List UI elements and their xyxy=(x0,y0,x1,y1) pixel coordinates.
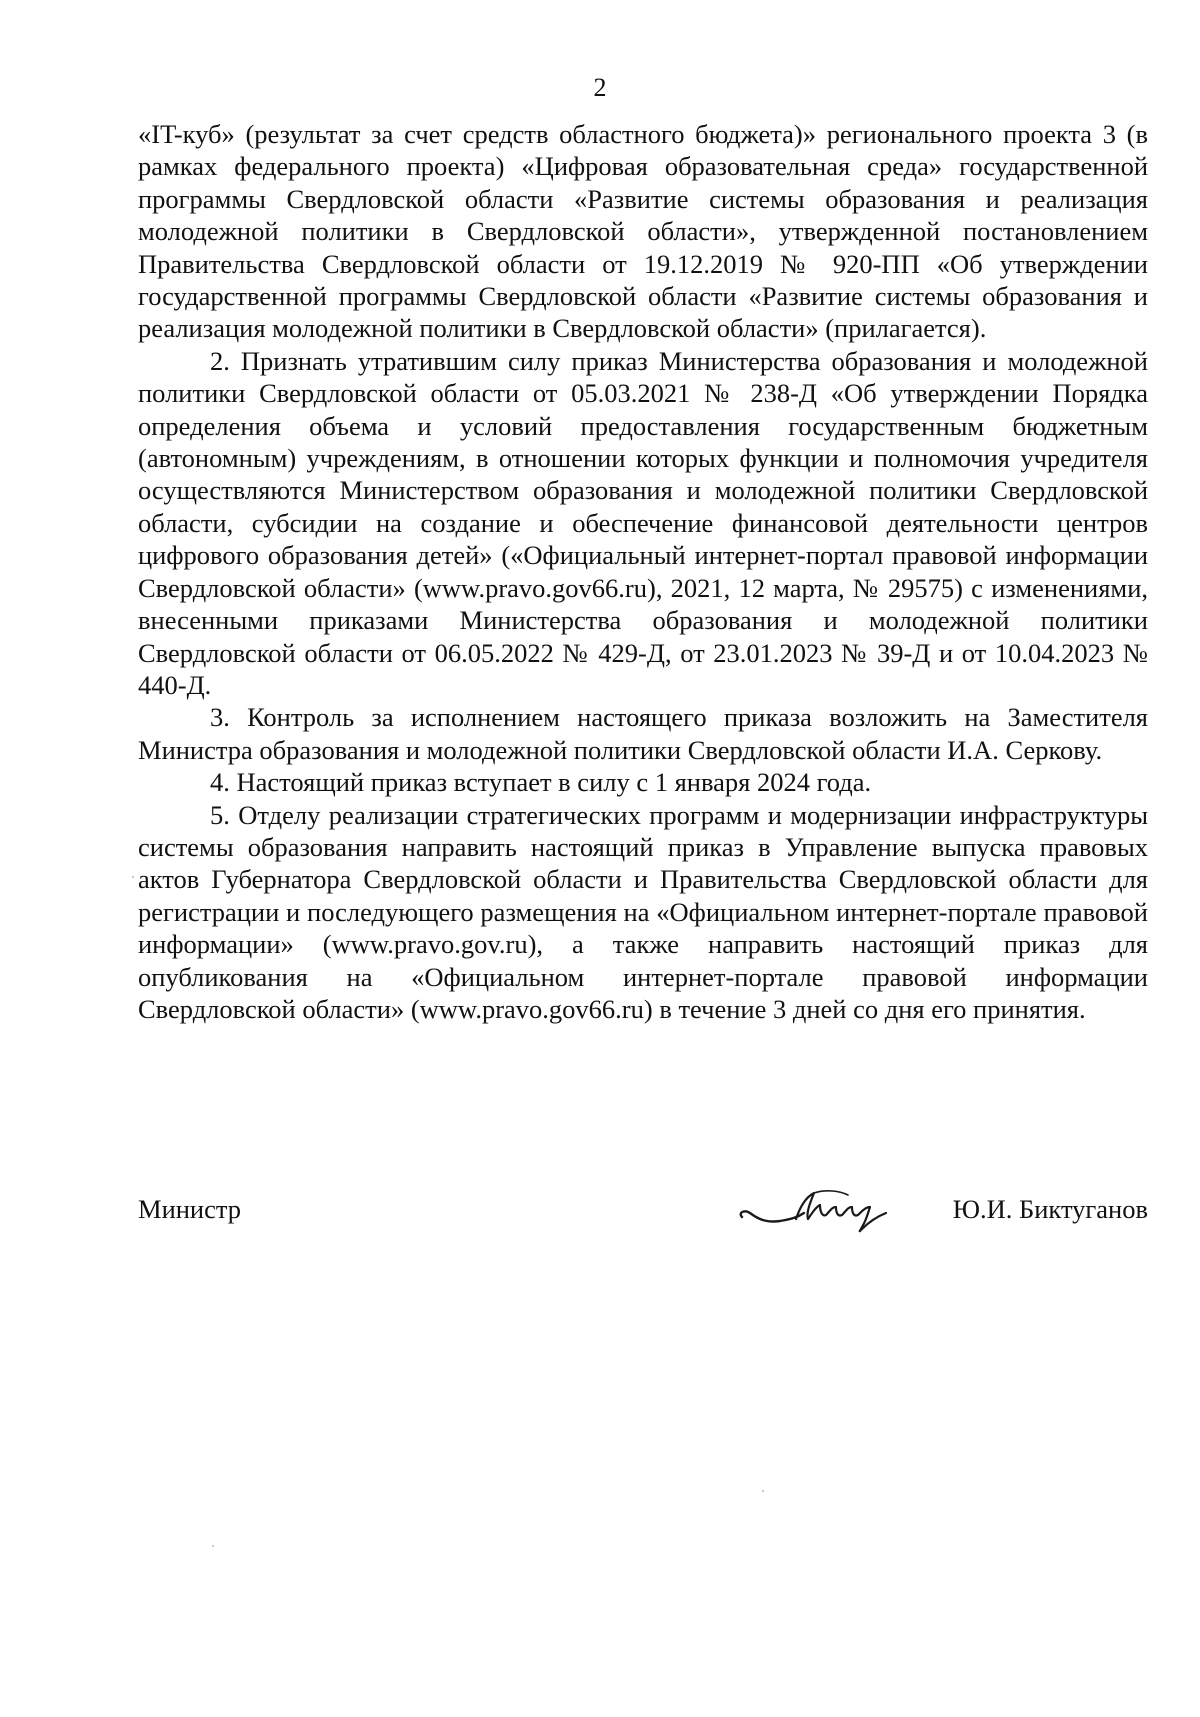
paragraph-item-2: 2. Признать утратившим силу приказ Министерства образования и молодежной политики Свердловской области от 05.03.2021 № 238-Д «Об утверждении Порядка определения объема и условий предоставления государственным бюджетным (автономным) учреждениям, в отношении которых функции и полномочия учредителя осуществляются Министерством образования и молодежной политики Свердловской области, субсидии на создание и обеспечение финансовой деятельности центров цифрового образования детей» («Официальный интернет-портал правовой информации Свердловской области» (www.pravo.gov66.ru), 2021, 12 марта, № 29575) с изменениями, внесенными приказами Министерства образования и молодежной политики Свердловской области от 06.05.2022 № 429-Д, от 23.01.2023 № 39-Д и от 10.04.2023 № 440-Д. xyxy=(138,345,1148,700)
signatory-title: Министр xyxy=(138,1194,242,1224)
page-number: 2 xyxy=(593,73,607,102)
signatory-name: Ю.И. Биктуганов xyxy=(952,1194,1148,1224)
scan-speck xyxy=(212,1545,214,1547)
paragraph-item-4: 4. Настоящий приказ вступает в силу с 1 января 2024 года. xyxy=(210,767,872,798)
paragraph-item-5: 5. Отделу реализации стратегических программ и модернизации инфраструктуры системы образования направить настоящий приказ в Управление выпуска правовых актов Губернатора Свердловской области и Правительства Свердловской области для регистрации и последующего размещения на «Официальном интернет-портале правовой информации» (www.pravo.gov.ru), а также направить настоящий приказ для опубликования на «Официальном интернет-портале правовой информации Свердловской области» (www.pravo.gov66.ru) в течение 3 дней со дня его принятия. xyxy=(138,799,1148,1024)
scan-speck xyxy=(132,876,134,878)
scan-speck xyxy=(762,1490,764,1492)
paragraph-continuation: «IT-куб» (результат за счет средств областного бюджета)» регионального проекта 3 (в рамках федерального проекта) «Цифровая образовательная среда» государственной программы Свердловской области «Развитие системы образования и реализация молодежной политики в Свердловской области», утвержденной постановлением Правительства Свердловской области от 19.12.2019 № 920-ПП «Об утверждении государственной программы Свердловской области «Развитие системы образования и реализация молодежной политики в Свердловской области» (прилагается). xyxy=(138,119,1148,344)
paragraph-item-3: 3. Контроль за исполнением настоящего приказа возложить на Заместителя Министра образования и молодежной политики Свердловской области И.А. Серкову. xyxy=(138,702,1148,765)
handwritten-signature xyxy=(736,1183,906,1235)
signature-block xyxy=(138,1193,1148,1241)
document-body xyxy=(138,118,1148,1025)
